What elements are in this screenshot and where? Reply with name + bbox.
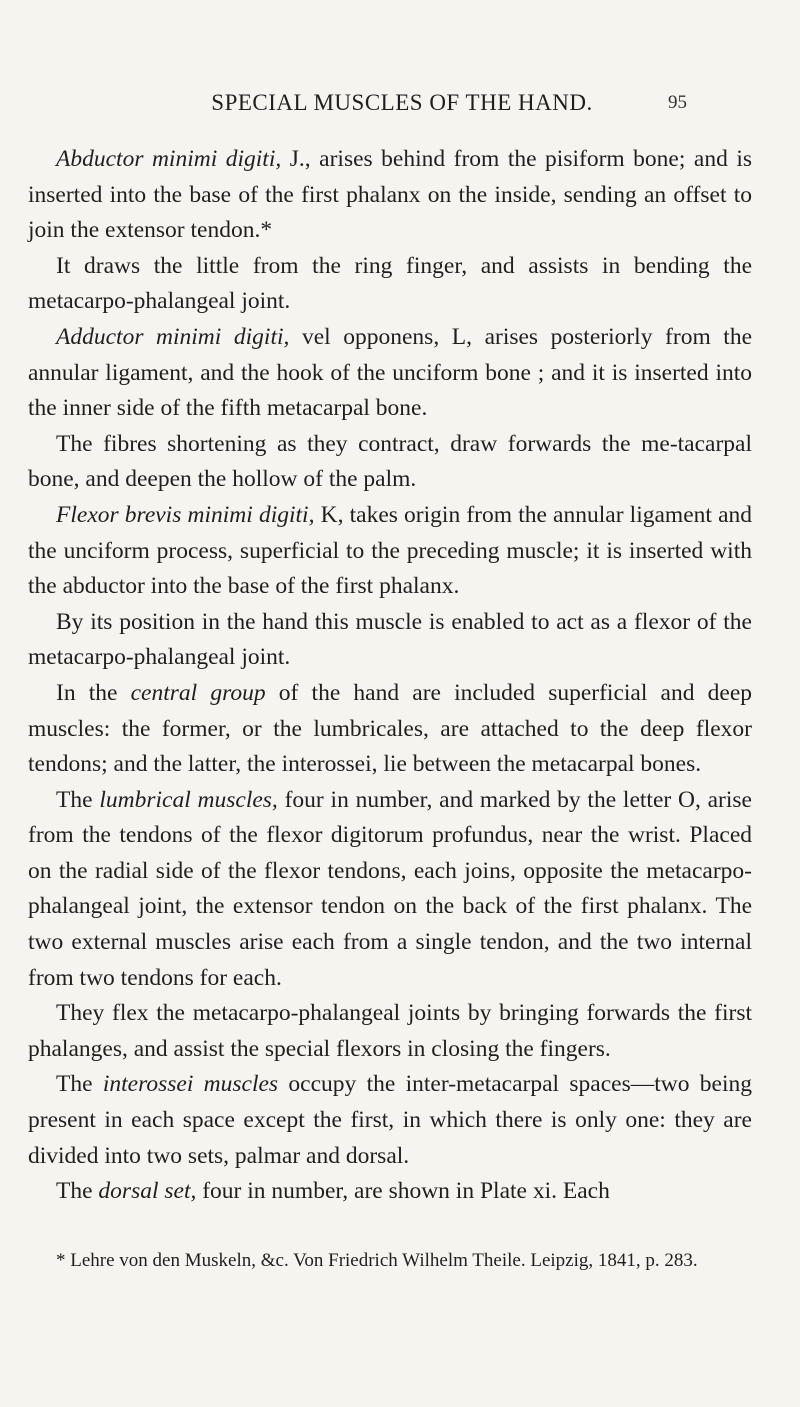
paragraph-dorsal-set [28, 1174, 752, 1210]
paragraph-flexor-brevis [28, 498, 752, 605]
paragraph-text: occupy the inter-metacarpal spaces—two being present in each space except the first, in which there is only one: they are divided into two sets, palmar and dorsal. [28, 1071, 752, 1169]
paragraph-text: The fibres shortening as they contract, draw forwards the me-tacarpal bone, and deepen the hollow of the palm. [28, 430, 752, 493]
paragraph-central-group [28, 676, 752, 783]
term-interossei: interossei muscles [102, 1071, 279, 1098]
paragraph-abductor [28, 142, 752, 249]
paragraph-interossei [28, 1067, 752, 1174]
paragraph-flexor-action [28, 605, 752, 676]
paragraph-adductor [28, 320, 752, 427]
term-flexor-brevis: Flexor brevis minimi digiti, [56, 501, 315, 528]
paragraph-text: four in number, and marked by the letter O, arise from the tendons of the flexor digitorum profundus, near the wrist. Placed on the radial side of the flexor tendons, each joins, opposite the metacarpo-phalangeal joint, the extensor tendon on the back of the first phalanx. The two external muscles arise each from a single tendon, and the two internal from two tendons for each. [28, 786, 752, 991]
paragraph-text: J., arises behind from the pisiform bone; and is inserted into the base of the first phalanx on the inside, sending an offset to join the extensor tendon.* [28, 146, 752, 244]
term-abductor: Abductor minimi digiti, [56, 146, 282, 172]
running-title: SPECIAL MUSCLES OF THE HAND. [211, 90, 593, 115]
paragraph-text: By its position in the hand this muscle is enabled to act as a flexor of the metacarpo-phalangeal joint. [28, 608, 752, 671]
paragraph-text: They flex the metacarpo-phalangeal joints by bringing forwards the first phalanges, and assist the special flexors in closing the fingers. [28, 1000, 752, 1062]
paragraph-text: of the hand are included superficial and deep muscles: the former, or the lumbricales, are attached to the deep flexor tendons; and the latter, the interossei, lie between the metacarpal bones. [28, 679, 752, 778]
paragraph-abductor-action [28, 249, 752, 320]
paragraph-adductor-action [28, 427, 752, 498]
paragraph-text: vel opponens, L, arises posteriorly from the annular ligament, and the hook of the unciform bone ; and it is inserted into the inner side of the fifth metacarpal bone. [28, 323, 753, 422]
term-dorsal-set: dorsal set, [98, 1178, 197, 1205]
footnote-text: * Lehre von den Muskeln, &c. Von Friedrich Wilhelm Theile. Leipzig, 1841, p. 283. [56, 1250, 698, 1271]
paragraph-text: It draws the little from the ring finger, and assists in bending the metacarpo-phalangeal joint. [28, 252, 752, 315]
paragraph-pre: The [56, 786, 100, 813]
paragraph-pre: The [56, 1178, 99, 1205]
term-adductor: Adductor minimi digiti, [56, 323, 290, 350]
term-lumbrical: lumbrical muscles, [99, 786, 278, 813]
paragraph-text: K, takes origin from the annular ligament and the unciform process, superficial to the preceding muscle; it is inserted with the abductor into the base of the first phalanx. [28, 501, 753, 600]
term-central-group: central group [130, 679, 266, 706]
paragraph-pre: The [56, 1071, 103, 1098]
page-number: 95 [668, 92, 687, 113]
paragraph-lumbrical [28, 783, 752, 997]
body-text [28, 142, 752, 1210]
paragraph-pre: In the [56, 679, 131, 706]
footnote [28, 1247, 748, 1274]
paragraph-lumbrical-action [28, 996, 752, 1067]
paragraph-text: four in number, are shown in Plate xi. Each [196, 1178, 610, 1205]
